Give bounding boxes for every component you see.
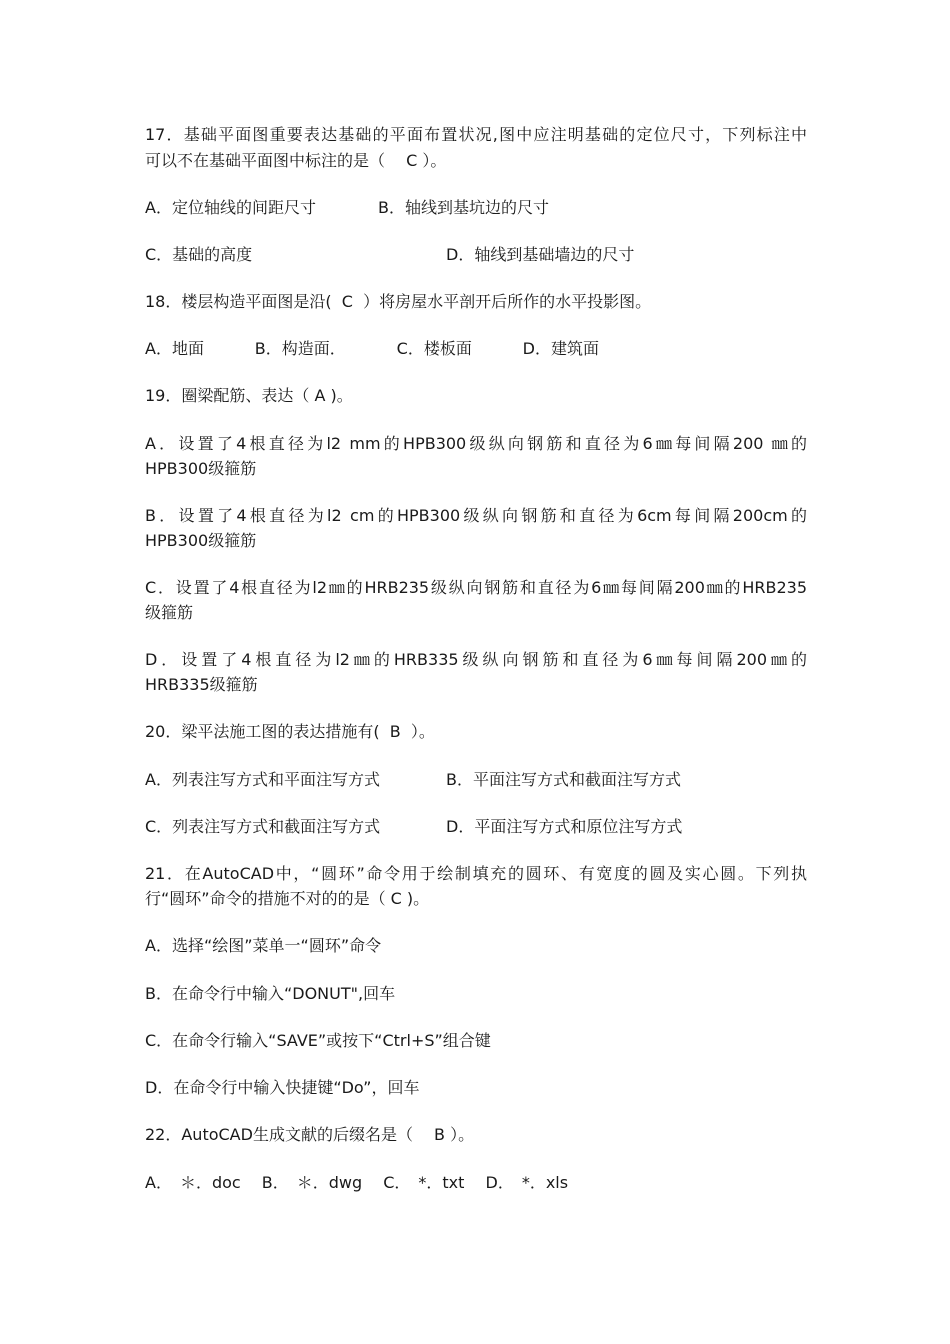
q20-option-d: D．平面注写方式和原位注写方式 — [446, 817, 683, 836]
q17-option-b: B．轴线到基坑边的尺寸 — [378, 198, 549, 217]
q21-option-b: B．在命令行中输入“DONUT",回车 — [145, 984, 396, 1003]
q19-option-a-line1: A．设置了4根直径为l2 mm的HPB300级纵向钢筋和直径为6㎜每间隔200 ㎜的 — [145, 434, 807, 453]
q19-stem: 19．圈梁配筋、表达（ A )。 — [145, 386, 353, 405]
q17-stem-line2: 可以不在基础平面图中标注的是（ C ）。 — [145, 151, 447, 170]
q17-option-d: D．轴线到基础墙边的尺寸 — [446, 245, 635, 264]
q19-option-d-line2: HRB335级箍筋 — [145, 675, 258, 694]
q21-option-c: C．在命令行输入“SAVE”或按下“Ctrl+S”组合键 — [145, 1031, 491, 1050]
q19-option-c-line2: 级箍筋 — [145, 603, 194, 622]
q22-stem: 22．AutoCAD生成文献的后缀名是（ B ）。 — [145, 1125, 475, 1144]
q18-stem: 18．楼层构造平面图是沿( C ）将房屋水平剖开后所作的水平投影图。 — [145, 292, 652, 311]
q18-options: A．地面 B．构造面． C．楼板面 D．建筑面 — [145, 339, 599, 358]
q19-option-b-line2: HPB300级箍筋 — [145, 531, 257, 550]
q20-option-a: A．列表注写方式和平面注写方式 — [145, 770, 380, 789]
q17-stem-line1: 17．基础平面图重要表达基础的平面布置状况,图中应注明基础的定位尺寸，下列标注中 — [145, 125, 807, 144]
q20-option-c: C．列表注写方式和截面注写方式 — [145, 817, 381, 836]
q20-option-b: B．平面注写方式和截面注写方式 — [446, 770, 681, 789]
q20-stem: 20．梁平法施工图的表达措施有( B ）。 — [145, 722, 435, 741]
q21-option-a: A．选择“绘图”菜单一“圆环”命令 — [145, 936, 382, 955]
q21-stem-line2: 行“圆环”命令的措施不对的的是（ C )。 — [145, 889, 430, 908]
q21-stem-line1: 21．在AutoCAD中，“圆环”命令用于绘制填充的圆环、有宽度的圆及实心圆。下列执 — [145, 864, 807, 883]
q17-option-c: C．基础的高度 — [145, 245, 253, 264]
q19-option-d-line1: D．设置了4根直径为l2㎜的HRB335级纵向钢筋和直径为6㎜每间隔200㎜的 — [145, 650, 807, 669]
q19-option-c-line1: C．设置了4根直径为l2㎜的HRB235级纵向钢筋和直径为6㎜每间隔200㎜的HRB235 — [145, 578, 807, 597]
q22-options: A． ＊．doc B． ＊．dwg C． *．txt D． *．xls — [145, 1173, 569, 1192]
q21-option-d: D．在命令行中输入快捷键“Do”，回车 — [145, 1078, 420, 1097]
q19-option-a-line2: HPB300级箍筋 — [145, 459, 257, 478]
q19-option-b-line1: B．设置了4根直径为l2 cm的HPB300级纵向钢筋和直径为6cm每间隔200cm的 — [145, 506, 807, 525]
q17-option-a: A．定位轴线的间距尺寸 — [145, 198, 316, 217]
